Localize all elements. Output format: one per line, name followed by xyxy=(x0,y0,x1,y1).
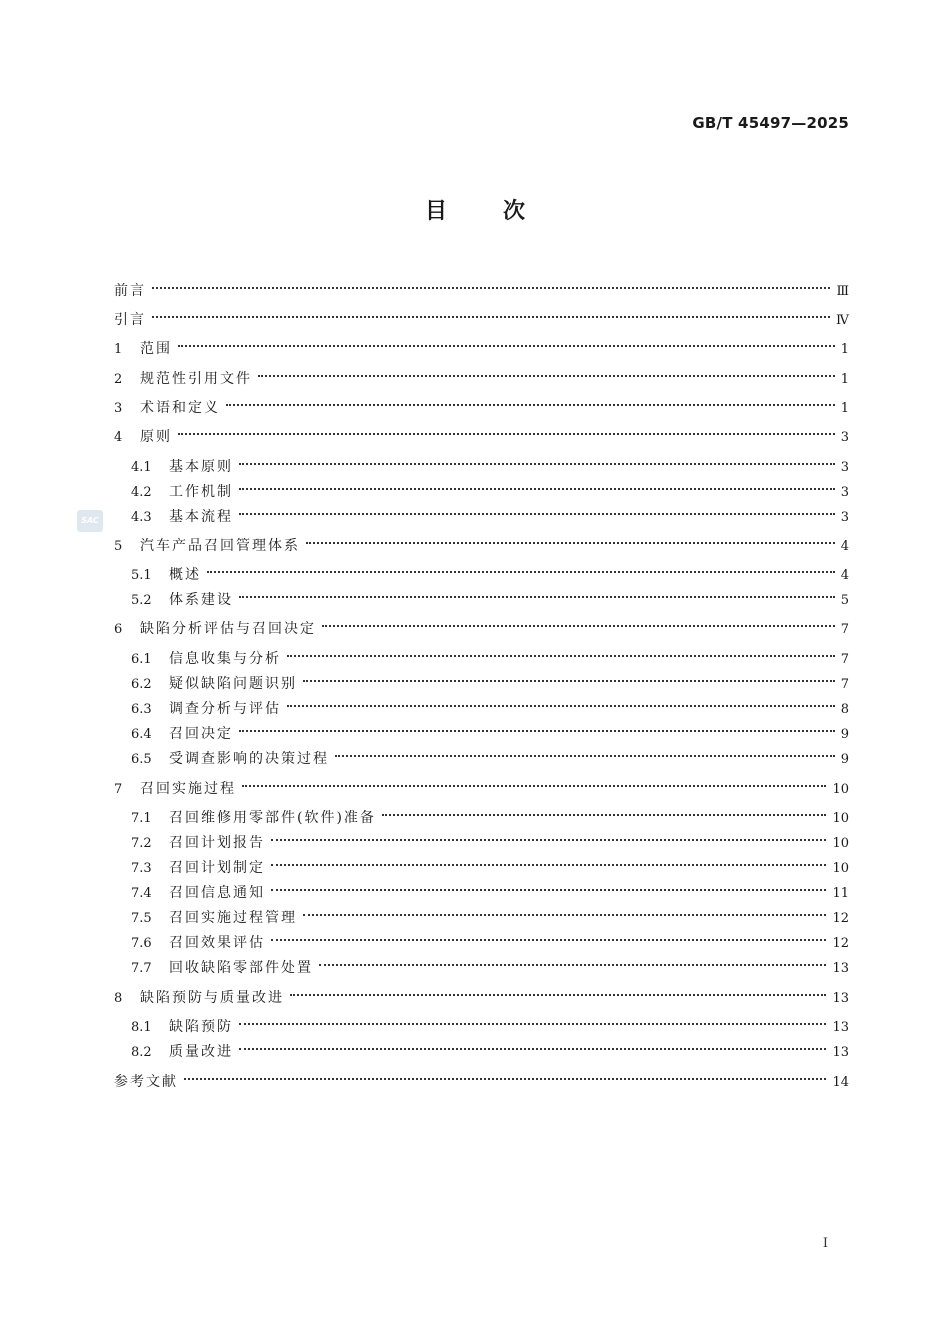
toc-entry-page: 3 xyxy=(840,485,849,500)
toc-entry-page: 1 xyxy=(840,372,849,387)
toc-entry-number: 6.5 xyxy=(131,752,152,767)
toc-dot-leader xyxy=(290,980,826,1002)
toc-entry[interactable] xyxy=(131,716,849,742)
toc-entry-page: 12 xyxy=(832,936,849,951)
toc-entry-title: 疑似缺陷问题识别 xyxy=(169,676,297,692)
toc-dot-leader xyxy=(303,666,835,688)
toc-entry-title: 工作机制 xyxy=(169,484,233,500)
toc-entry-number: 6 xyxy=(114,622,123,637)
toc-entry-page: 7 xyxy=(840,622,849,637)
toc-entry[interactable] xyxy=(114,273,849,299)
toc-entry[interactable] xyxy=(114,528,849,554)
toc-entry[interactable] xyxy=(131,741,849,767)
toc-entry-title: 召回计划报告 xyxy=(169,835,265,851)
toc-dot-leader xyxy=(258,361,835,383)
toc-entry[interactable] xyxy=(131,875,849,901)
toc-entry-number: 7.5 xyxy=(131,911,152,926)
toc-dot-leader xyxy=(239,499,835,521)
toc-entry-title: 召回计划制定 xyxy=(169,860,265,876)
toc-entry-title: 调查分析与评估 xyxy=(169,701,281,717)
toc-entry-number: 5 xyxy=(114,539,123,554)
toc-entry-page: 3 xyxy=(840,510,849,525)
toc-dot-leader xyxy=(152,302,830,324)
toc-entry-number: 7.6 xyxy=(131,936,152,951)
toc-dot-leader xyxy=(271,850,826,872)
toc-entry-page: 3 xyxy=(840,460,849,475)
toc-entry[interactable] xyxy=(131,1009,849,1035)
toc-entry-page: 7 xyxy=(840,677,849,692)
toc-entry-title: 前言 xyxy=(114,283,146,299)
toc-entry-page: 9 xyxy=(840,752,849,767)
toc-entry-title: 规范性引用文件 xyxy=(140,371,252,387)
toc-entry-page: Ⅳ xyxy=(836,313,849,328)
toc-entry-number: 6.3 xyxy=(131,702,152,717)
sac-watermark: SAC xyxy=(77,510,103,532)
toc-dot-leader xyxy=(287,691,835,713)
toc-entry-number: 6.2 xyxy=(131,677,152,692)
toc-dot-leader xyxy=(239,1009,826,1031)
toc-entry-title: 召回决定 xyxy=(169,726,233,742)
toc-entry-number: 8 xyxy=(114,991,123,1006)
toc-dot-leader xyxy=(303,900,826,922)
toc-entry-title: 召回实施过程 xyxy=(140,781,236,797)
toc-dot-leader xyxy=(239,716,835,738)
toc-entry-title: 召回效果评估 xyxy=(169,935,265,951)
toc-dot-leader xyxy=(239,582,835,604)
toc-entry-title: 缺陷分析评估与召回决定 xyxy=(140,621,316,637)
toc-entry-number: 8.1 xyxy=(131,1020,152,1035)
toc-entry[interactable] xyxy=(131,950,849,976)
toc-entry-title: 缺陷预防与质量改进 xyxy=(140,990,284,1006)
toc-entry[interactable] xyxy=(131,666,849,692)
toc-entry[interactable] xyxy=(131,499,849,525)
toc-entry-number: 7.7 xyxy=(131,961,152,976)
toc-entry-title: 缺陷预防 xyxy=(169,1019,233,1035)
toc-entry-page: 13 xyxy=(832,961,849,976)
toc-entry-title: 汽车产品召回管理体系 xyxy=(140,538,300,554)
toc-entry-number: 7.4 xyxy=(131,886,152,901)
toc-entry-title: 召回信息通知 xyxy=(169,885,265,901)
toc-entry[interactable] xyxy=(114,771,849,797)
toc-entry-title: 质量改进 xyxy=(169,1044,233,1060)
toc-entry-number: 3 xyxy=(114,401,123,416)
toc-dot-leader xyxy=(319,950,826,972)
toc-entry-page: 9 xyxy=(840,727,849,742)
toc-entry-title: 召回维修用零部件(软件)准备 xyxy=(169,810,376,826)
toc-entry-title: 体系建设 xyxy=(169,592,233,608)
toc-entry[interactable] xyxy=(131,1034,849,1060)
toc-entry-page: 10 xyxy=(832,861,849,876)
toc-entry[interactable] xyxy=(131,925,849,951)
toc-entry[interactable] xyxy=(114,611,849,637)
toc-dot-leader xyxy=(178,419,835,441)
toc-entry[interactable] xyxy=(114,302,849,328)
toc-entry[interactable] xyxy=(131,449,849,475)
toc-entry-title: 召回实施过程管理 xyxy=(169,910,297,926)
toc-entry-number: 6.1 xyxy=(131,652,152,667)
toc-entry[interactable] xyxy=(131,800,849,826)
page-title: 目次 xyxy=(424,199,581,224)
toc-entry-number: 7.1 xyxy=(131,811,152,826)
toc-entry-page: 3 xyxy=(840,430,849,445)
toc-entry-title: 回收缺陷零部件处置 xyxy=(169,960,313,976)
toc-dot-leader xyxy=(271,825,826,847)
toc-entry-number: 4.1 xyxy=(131,460,152,475)
toc-entry-number: 2 xyxy=(114,372,123,387)
toc-entry-title: 原则 xyxy=(140,429,172,445)
toc-entry-page: 5 xyxy=(840,593,849,608)
toc-entry[interactable] xyxy=(131,474,849,500)
toc-entry-title: 基本原则 xyxy=(169,459,233,475)
toc-entry-page: 13 xyxy=(832,1020,849,1035)
toc-entry[interactable] xyxy=(131,557,849,583)
toc-dot-leader xyxy=(239,449,835,471)
toc-entry-page: 13 xyxy=(832,1045,849,1060)
toc-entry[interactable] xyxy=(131,691,849,717)
toc-entry[interactable] xyxy=(114,361,849,387)
toc-entry-number: 4 xyxy=(114,430,123,445)
toc-entry-number: 7.3 xyxy=(131,861,152,876)
toc-entry[interactable] xyxy=(114,390,849,416)
standard-number: GB/T 45497—2025 xyxy=(692,114,849,132)
toc-dot-leader xyxy=(239,474,835,496)
toc-entry-number: 4.3 xyxy=(131,510,152,525)
toc-entry-page: Ⅲ xyxy=(836,284,849,299)
toc-entry-page: 4 xyxy=(840,568,849,583)
toc-entry-number: 1 xyxy=(114,342,123,357)
toc-dot-leader xyxy=(335,741,835,763)
page-number: Ⅰ xyxy=(822,1236,828,1251)
toc-entry[interactable] xyxy=(114,331,849,357)
toc-entry-page: 8 xyxy=(840,702,849,717)
toc-entry-number: 5.1 xyxy=(131,568,152,583)
toc-entry-page: 11 xyxy=(832,886,849,901)
toc-entry-number: 7 xyxy=(114,782,123,797)
toc-entry[interactable] xyxy=(131,825,849,851)
toc-dot-leader xyxy=(184,1064,826,1086)
toc-entry-title: 信息收集与分析 xyxy=(169,651,281,667)
toc-entry-title: 范围 xyxy=(140,341,172,357)
toc-entry-page: 1 xyxy=(840,342,849,357)
toc-entry-title: 概述 xyxy=(169,567,201,583)
toc-entry-page: 12 xyxy=(832,911,849,926)
toc-entry-number: 5.2 xyxy=(131,593,152,608)
toc-entry-number: 6.4 xyxy=(131,727,152,742)
toc-entry-page: 4 xyxy=(840,539,849,554)
toc-dot-leader xyxy=(271,875,826,897)
toc-entry[interactable] xyxy=(131,900,849,926)
toc-dot-leader xyxy=(178,331,835,353)
toc-entry-number: 8.2 xyxy=(131,1045,152,1060)
toc-entry-title: 参考文献 xyxy=(114,1074,178,1090)
toc-entry-page: 13 xyxy=(832,991,849,1006)
toc-entry-page: 1 xyxy=(840,401,849,416)
toc-entry[interactable] xyxy=(131,641,849,667)
toc-entry-page: 10 xyxy=(832,811,849,826)
toc-dot-leader xyxy=(382,800,827,822)
toc-entry-title: 受调查影响的决策过程 xyxy=(169,751,329,767)
toc-dot-leader xyxy=(287,641,835,663)
toc-entry[interactable] xyxy=(131,850,849,876)
toc-entry-page: 10 xyxy=(832,782,849,797)
toc-entry-page: 10 xyxy=(832,836,849,851)
toc-dot-leader xyxy=(226,390,835,412)
toc-entry-title: 基本流程 xyxy=(169,509,233,525)
toc-entry-page: 14 xyxy=(832,1075,849,1090)
toc-entry[interactable] xyxy=(114,980,849,1006)
toc-dot-leader xyxy=(239,1034,826,1056)
toc-entry[interactable] xyxy=(131,582,849,608)
toc-entry-title: 术语和定义 xyxy=(140,400,220,416)
toc-entry[interactable] xyxy=(114,419,849,445)
toc-entry-number: 4.2 xyxy=(131,485,152,500)
toc-dot-leader xyxy=(271,925,826,947)
toc-entry[interactable] xyxy=(114,1064,849,1090)
toc-entry-page: 7 xyxy=(840,652,849,667)
toc-dot-leader xyxy=(242,771,826,793)
toc-dot-leader xyxy=(207,557,835,579)
toc-dot-leader xyxy=(322,611,835,633)
toc-dot-leader xyxy=(306,528,835,550)
toc-entry-number: 7.2 xyxy=(131,836,152,851)
toc-dot-leader xyxy=(152,273,830,295)
toc-entry-title: 引言 xyxy=(114,312,146,328)
